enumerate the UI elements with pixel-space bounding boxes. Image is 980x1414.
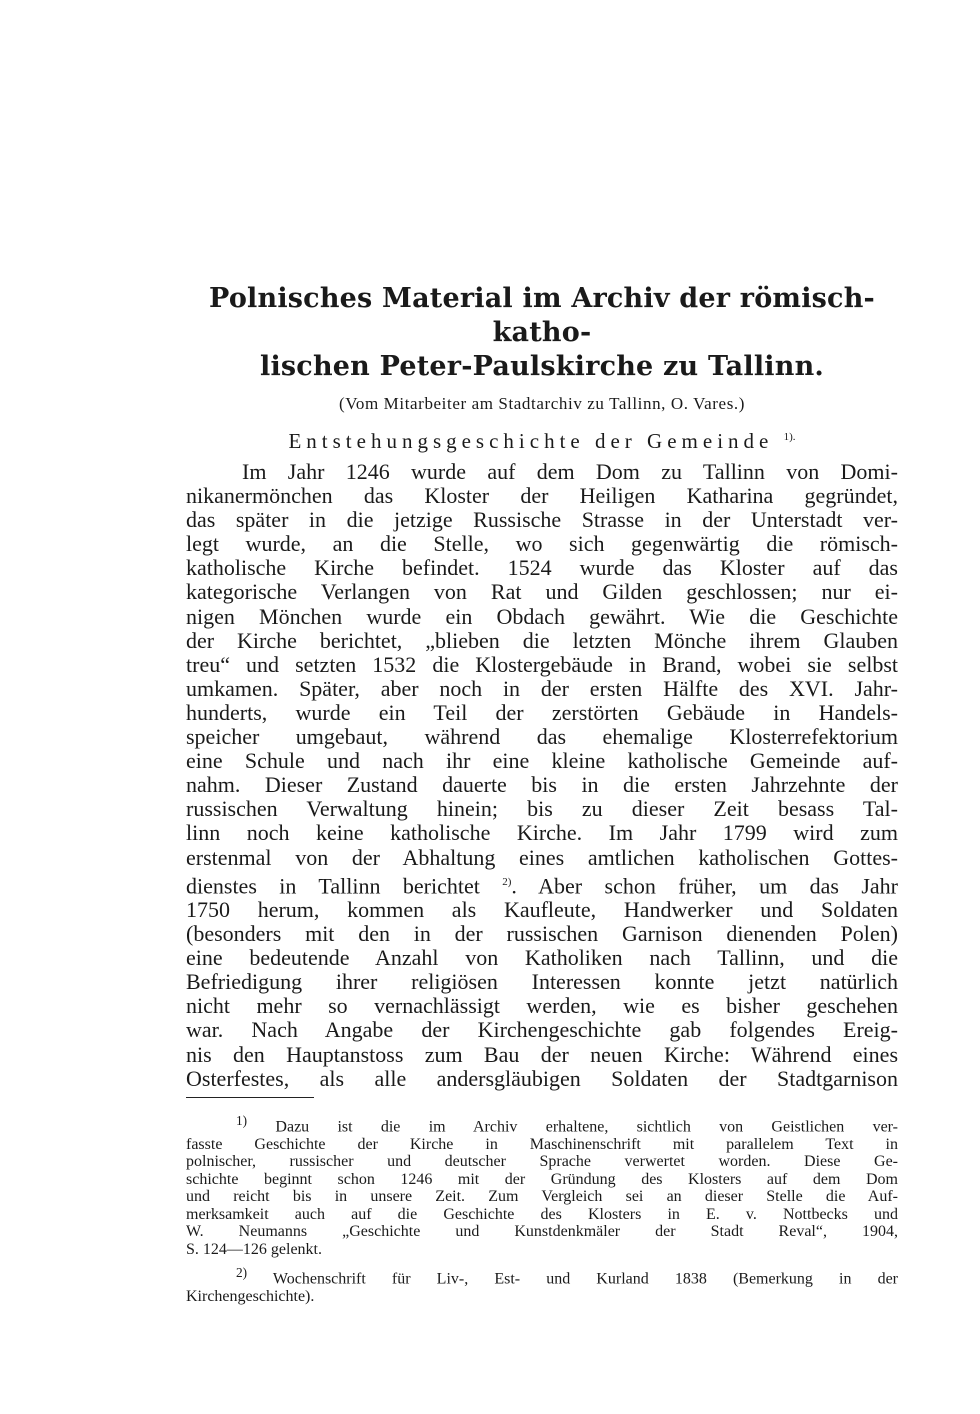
body-line: linn noch keine katholische Kirche. Im Jahr 1799 wird zum	[186, 821, 898, 846]
body-line: kategorische Verlangen von Rat und Gilden geschlossen; nur ei-	[186, 580, 898, 605]
section-heading	[186, 422, 898, 456]
body-line: treu“ und setzten 1532 die Klostergebäude in Brand, wobei sie selbst	[186, 652, 898, 677]
body-line: nigen Mönchen wurde ein Obdach gewährt. Wie die Geschichte	[186, 604, 898, 629]
footnote-1-marker: 1)	[236, 1112, 248, 1128]
footnote-2-text: Wochenschrift für Liv-, Est- und Kurland 1838 (Bemerkung in der	[272, 1270, 898, 1288]
footnote-divider	[186, 1097, 314, 1098]
body-line: erstenmal von der Abhaltung eines amtlichen katholischen Gottes-	[186, 845, 898, 870]
footnote-line: merksamkeit auch auf die Geschichte des Klosters in E. v. Nottbecks und	[186, 1205, 898, 1223]
section-heading-text: Entstehungsgeschichte der Gemeinde	[288, 429, 774, 453]
body-line: Osterfestes, als alle andersgläubigen Soldaten der Stadtgarnison	[186, 1066, 898, 1091]
body-paragraph	[186, 460, 898, 1091]
body-line: Befriedigung ihrer religiösen Interessen konnte jetzt natürlich	[186, 970, 898, 995]
body-line: katholische Kirche befindet. 1524 wurde das Kloster auf das	[186, 556, 898, 581]
body-line: russischen Verwaltung hinein; bis zu dieser Zeit besass Tal-	[186, 797, 898, 822]
body-line-text: dienstes in Tallinn berichtet	[186, 872, 480, 898]
article-title-line-1: Polnisches Material im Archiv der römisch-katho-	[209, 283, 875, 348]
body-line: umkamen. Später, aber noch in der ersten Hälfte des XVI. Jahr-	[186, 676, 898, 701]
footnote-2-line	[186, 1264, 898, 1288]
footnote-ref-2: 2)	[502, 875, 512, 888]
footnote-line: Kirchengeschichte).	[186, 1287, 315, 1305]
body-line: nahm. Dieser Zustand dauerte bis in die ersten Jahrzehnte der	[186, 773, 898, 798]
footnote-line: S. 124—126 gelenkt.	[186, 1240, 322, 1258]
body-line: speicher umgebaut, während das ehemalige Klosterrefektorium	[186, 725, 898, 750]
body-line: nikanermönchen das Kloster der Heiligen Katharina gegründet,	[186, 484, 898, 509]
footnote-1-text: Dazu ist die im Archiv erhaltene, sichtlich von Geistlichen ver-	[275, 1118, 898, 1136]
footnote-ref-1: 1).	[783, 431, 796, 443]
body-line: (besonders mit den in der russischen Garnison dienenden Polen)	[186, 922, 898, 947]
body-line: der Kirche berichtet, „blieben die letzten Mönche ihrem Glauben	[186, 628, 898, 653]
footnote-2-marker: 2)	[236, 1265, 248, 1281]
footnote-line: fasste Geschichte der Kirche in Maschinenschrift mit parallelem Text in	[186, 1135, 898, 1153]
article-title	[186, 282, 898, 384]
footnotes	[186, 1112, 898, 1306]
footnote-line: schichte beginnt schon 1246 mit der Gründung des Klosters auf dem Dom	[186, 1170, 898, 1188]
footnote-line: und reicht bis in unsere Zeit. Zum Vergleich sei an dieser Stelle die Auf-	[186, 1188, 898, 1206]
author-byline: (Vom Mitarbeiter am Stadtarchiv zu Tallinn, O. Vares.)	[338, 394, 746, 413]
body-line-with-footnote	[186, 870, 898, 898]
body-line: legt wurde, an die Stelle, wo sich gegenwärtig die römisch-	[186, 532, 898, 557]
body-line: nis den Hauptanstoss zum Bau der neuen Kirche: Während eines	[186, 1042, 898, 1067]
footnote-1-line	[186, 1112, 898, 1136]
footnote-line: polnischer, russischer und deutscher Sprache verwertet worden. Diese Ge-	[186, 1153, 898, 1171]
body-line: 1750 herum, kommen als Kaufleute, Handwerker und Soldaten	[186, 898, 898, 923]
body-line-continuation: . Aber schon früher, um das Jahr	[511, 872, 898, 898]
body-line: eine Schule und nach ihr eine kleine katholische Gemeinde auf-	[186, 749, 898, 774]
body-line: war. Nach Angabe der Kirchengeschichte gab folgendes Ereig-	[186, 1018, 898, 1043]
body-line: hunderts, wurde ein Teil der zerstörten Gebäude in Handels-	[186, 700, 898, 725]
body-line: Im Jahr 1246 wurde auf dem Dom zu Tallinn von Domi-	[242, 460, 898, 484]
body-line: eine bedeutende Anzahl von Katholiken nach Tallinn, und die	[186, 946, 898, 971]
footnote-line: W. Neumanns „Geschichte und Kunstdenkmäler der Stadt Reval“, 1904,	[186, 1223, 898, 1241]
article-title-line-2: lischen Peter-Paulskirche zu Tallinn.	[259, 351, 825, 382]
document-page	[186, 282, 898, 1305]
body-line: nicht mehr so vernachlässigt werden, wie es bisher geschehen	[186, 994, 898, 1019]
body-line: das später in die jetzige Russische Strasse in der Unterstadt ver-	[186, 508, 898, 533]
